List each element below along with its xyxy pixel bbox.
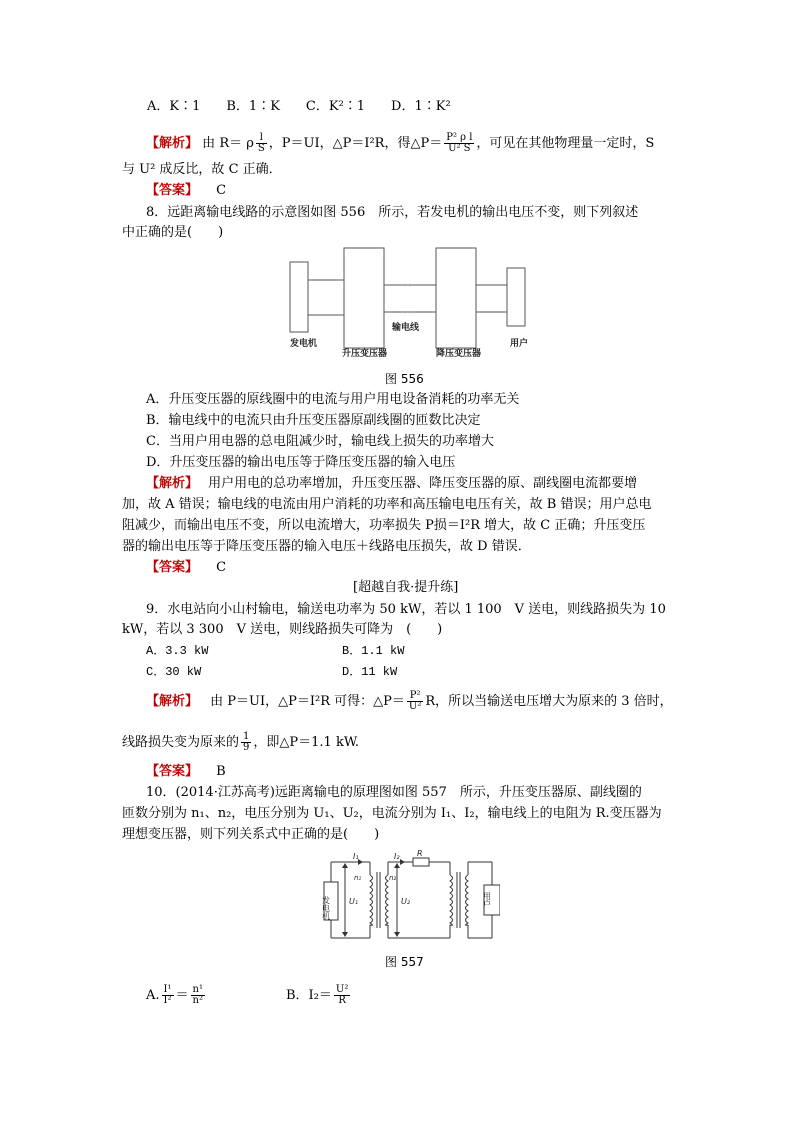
figure-556-caption: 图 556 [385,372,424,386]
q8-analysis-line3: 阻减少，而输出电压不变，所以电流增大，功率损失 P损＝I²R 增大，故 C 正确；升压变压 [122,518,646,533]
fraction: $\frac{\text{P² ρ l}}{\text{U² S}}$ [446,132,473,154]
figure-556 [280,240,560,365]
analysis-label: 【解析】 [146,694,199,709]
q8-answer: 【答案】 C [146,560,227,575]
q9-stem-line2: kW，若以 3 300 V 送电，则线路损失可降为 ( ) [122,622,443,637]
q8-analysis-line4: 器的输出电压等于降压变压器的输入电压＋线路电压损失，故 D 错误． [122,539,531,554]
q8-stem-line2: 中正确的是( ) [122,225,224,240]
q10-stem-line2: 匝数分别为 n₁、n₂，电压分别为 U₁、U₂，电流分别为 I₁、I₂，输电线上的电阻为 R.变压器为 [122,806,662,821]
q8-stem-line1: 8．远距离输电线路的示意图如图 556 所示，若发电机的输出电压不变，则下列叙述 [146,205,639,220]
line-label: 输电线 [392,323,420,333]
q10-option-a: A. $\frac{\text{I¹}}{\text{I²}}$ ＝ $\frac{\text{n¹}}{\text{n²}}$ [146,984,203,1006]
I1-label: I₁ [353,852,359,861]
step-down-transformer-box [436,248,476,348]
q8-analysis-line2: 加，故 A 错误；输电线的电流由用户消耗的功率和高压输电电压有关，故 B 错误；用户总电 [122,497,652,512]
step-down-label: 降压变压器 [436,349,482,359]
analysis-label: 【解析】 [146,476,199,491]
step-up-transformer-box [344,248,384,348]
figure-557 [320,850,500,945]
figure-557-caption: 图 557 [385,955,424,969]
q8-option-c: C．当用户用电器的总电阻减少时，输电线上损失的功率增大 [146,434,494,449]
U1-label: U₁ [349,897,359,906]
q10-stem-line3: 理想变压器，则下列关系式中正确的是( ) [122,827,380,842]
user-label: 用户 [510,339,529,349]
q10-option-b: B．I₂＝ $\frac{\text{U²}}{R}$ [286,984,349,1006]
secondary-coil [386,875,389,925]
fraction: $\frac{l}{S}$ [257,132,265,154]
step-up-label: 升压变压器 [342,349,388,359]
q9-option-a: A．3.3 kW [146,644,209,658]
n2-label: n₂ [389,874,397,882]
q9-option-b: B．1.1 kW [342,644,405,658]
section-title: [超越自我·提升练] [353,580,459,595]
fraction: $\frac{\text{P²}}{\text{U²}}$ [408,690,422,712]
q8-option-a: A．升压变压器的原线圈中的电流与用户用电设备消耗的功率无关 [146,392,520,407]
q9-analysis-line2: 线路损失变为原来的 $\frac{1}{9}$ ，即△P＝1.1 kW. [122,731,360,753]
analysis-label: 【解析】 [146,136,199,151]
primary-coil [370,875,373,925]
I2-label: I₂ [394,852,400,861]
q7-options: A．K∶1 B．1∶K C．K²∶1 D．1∶K² [147,99,451,114]
q9-option-c: C．30 kW [146,665,202,679]
q8-analysis-line1: 【解析】 用户用电的总功率增加，升压变压器、降压变压器的原、副线圈电流都要增 [146,476,638,491]
q7-analysis-line2: 与 U² 成反比，故 C 正确． [122,162,282,177]
user-label: 用户 [482,892,492,908]
R-label: R [417,850,423,858]
fraction: $\frac{\text{I¹}}{\text{I²}}$ [163,984,172,1006]
q8-option-b: B．输电线中的电流只由升压变压器原副线圈的匝数比决定 [146,413,481,428]
answer-label: 【答案】 [146,560,199,575]
user-box [507,268,525,326]
resistor-R [413,858,429,866]
U2-label: U₂ [401,897,411,906]
answer-label: 【答案】 [146,183,199,198]
q9-answer: 【答案】 B [146,764,226,779]
q7-analysis-line1: 【解析】 由 R＝ ρ $\frac{l}{S}$ ，P＝UI，△P＝I²R，得△P＝ $\frac{\text{P² ρ l}}{\text{U² S}}$ ，可见在其他物理量一定时，S [146,132,655,154]
generator-box [290,262,308,332]
q9-option-d: D．11 kW [342,665,398,679]
q7-answer: 【答案】 C [146,183,227,198]
n1-label: n₁ [354,874,362,882]
generator-label: 发电机 [290,339,318,349]
answer-label: 【答案】 [146,764,199,779]
fraction: $\frac{\text{U²}}{R}$ [335,984,349,1006]
fraction: $\frac{1}{9}$ [243,731,250,753]
q10-stem-line1: 10．(2014·江苏高考)远距离输电的原理图如图 557 所示，升压变压器原、副线圈的 [146,785,642,800]
q8-option-d: D．升压变压器的输出电压等于降压变压器的输入电压 [146,455,456,470]
q9-stem-line1: 9．水电站向小山村输电，输送电功率为 50 kW，若以 1 100 V 送电，则线路损失为 10 [146,602,666,617]
fraction: $\frac{\text{n¹}}{\text{n²}}$ [192,984,203,1006]
generator-label: 发电机 [321,896,331,920]
q9-analysis-line1: 【解析】 由 P＝UI，△P＝I²R 可得：△P＝ $\frac{\text{P²}}{\text{U²}}$ R，所以当输送电压增大为原来的 3 倍时， [146,690,673,712]
